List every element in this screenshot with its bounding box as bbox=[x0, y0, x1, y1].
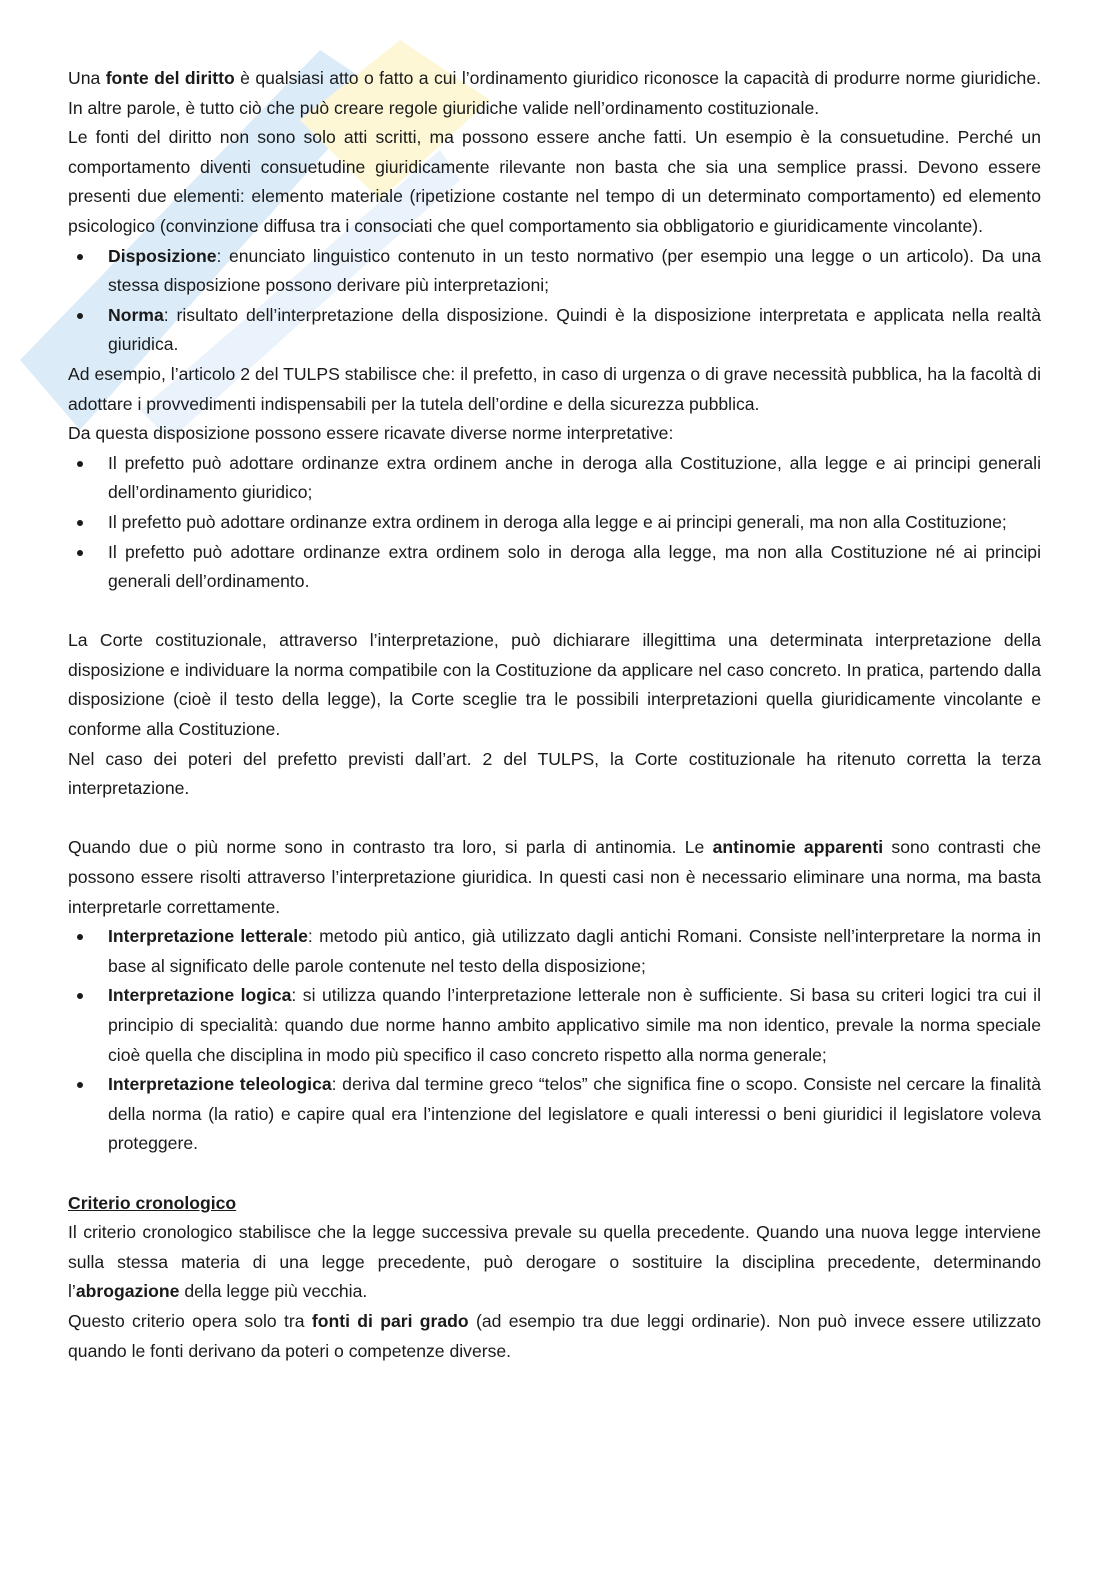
text-run: (ad esempio tra due leggi ordinarie). Non può invece essere utilizzato quando le fonti derivano da poteri o competenze diverse. bbox=[68, 1310, 1041, 1361]
text-run: : risultato dell’interpretazione della disposizione. Quindi è la disposizione interpretata e applicata nella realtà giuridica. bbox=[108, 304, 1041, 355]
list-item bbox=[108, 538, 1041, 597]
text-run: Il prefetto può adottare ordinanze extra ordinem solo in deroga alla legge, ma non alla Costituzione né ai principi generali dell’ordinamento. bbox=[108, 541, 1041, 592]
text-run: Una bbox=[68, 68, 106, 88]
bold-term: fonte del diritto bbox=[105, 68, 235, 88]
text-run: : deriva dal termine greco “telos” che significa fine o scopo. Consiste nel cercare la finalità della norma (la ratio) e capire qual era l’intenzione del legislatore e quali interessi o beni giuridici il legislatore voleva proteggere. bbox=[108, 1074, 1042, 1154]
text-run: : enunciato linguistico contenuto in un testo normativo (per esempio una legge o un articolo). Da una stessa disposizione possono derivare più interpretazioni; bbox=[108, 245, 1041, 296]
list-item bbox=[108, 981, 1041, 1070]
text-run: Il prefetto può adottare ordinanze extra ordinem anche in deroga alla Costituzione, alla legge e ai principi generali dell’ordinamento giuridico; bbox=[108, 452, 1041, 503]
text-run: Questo criterio opera solo tra bbox=[68, 1310, 312, 1331]
bold-term: abrogazione bbox=[75, 1281, 180, 1302]
section-heading: Criterio cronologico bbox=[68, 1192, 237, 1213]
text-run: della legge più vecchia. bbox=[179, 1281, 368, 1302]
paragraph bbox=[68, 360, 1041, 419]
bullet-list bbox=[68, 922, 1041, 1159]
list-item bbox=[108, 449, 1041, 508]
list-item bbox=[108, 508, 1041, 538]
text-run: sono contrasti che possono essere risolti attraverso l’interpretazione giuridica. In questi casi non è necessario eliminare una norma, ma basta interpretarle correttamente. bbox=[68, 837, 1041, 917]
paragraph bbox=[68, 833, 1041, 922]
bullet-list bbox=[68, 449, 1041, 597]
list-item bbox=[108, 922, 1041, 981]
spacer bbox=[68, 597, 1041, 627]
list-item bbox=[108, 301, 1041, 360]
paragraph bbox=[68, 626, 1041, 744]
text-run: Da questa disposizione possono essere ricavate diverse norme interpretative: bbox=[68, 423, 674, 444]
paragraph bbox=[68, 745, 1041, 804]
paragraph bbox=[68, 419, 1041, 449]
bullet-list bbox=[68, 242, 1041, 360]
text-run: Quando due o più norme sono in contrasto tra loro, si parla di antinomia. Le bbox=[68, 837, 713, 858]
list-item bbox=[108, 1070, 1041, 1159]
text-run: è qualsiasi atto o fatto a cui l’ordinamento giuridico riconosce la capacità di produrre norme giuridiche. In altre parole, è tutto ciò che può creare regole giuridiche valide nell’ordinamento costituzionale. bbox=[68, 68, 1041, 118]
text-run: : metodo più antico, già utilizzato dagli antichi Romani. Consiste nell’interpretare la norma in base al significato delle parole contenute nel testo della disposizione; bbox=[108, 926, 1042, 976]
text-run: La Corte costituzionale, attraverso l’interpretazione, può dichiarare illegittima una determinata interpretazione della disposizione e individuare la norma compatibile con la Costituzione da applicare nel caso concreto. In pratica, partendo dalla disposizione (cioè il testo della legge), la Corte sceglie tra le possibili interpretazioni quella giuridicamente vincolante e conforme alla Costituzione. bbox=[68, 630, 1041, 740]
paragraph bbox=[68, 123, 1041, 241]
bold-term: fonti di pari grado bbox=[311, 1310, 469, 1331]
text-run: Il criterio cronologico stabilisce che la legge successiva prevale su quella precedente. Quando una nuova legge interviene sulla stessa materia di una legge precedente, può derogare o sostituire la disciplina precedente, determinando l’ bbox=[68, 1222, 1041, 1302]
bold-term: antinomie apparenti bbox=[712, 837, 884, 858]
paragraph bbox=[68, 1307, 1041, 1366]
paragraph bbox=[68, 1218, 1041, 1307]
document-page bbox=[68, 64, 1041, 1366]
bold-term: Norma bbox=[108, 304, 164, 325]
paragraph bbox=[68, 64, 1041, 123]
bold-term: Disposizione bbox=[108, 245, 217, 266]
text-run: : si utilizza quando l’interpretazione letterale non è sufficiente. Si basa su criteri logici tra cui il principio di specialità: quando due norme hanno ambito applicativo simile ma non identico, prevale la norma speciale cioè quella che disciplina in modo più specifico il caso concreto rispetto alla norma generale; bbox=[108, 985, 1041, 1065]
bold-term: Interpretazione teleologica bbox=[108, 1074, 332, 1095]
spacer bbox=[68, 804, 1041, 834]
text-run: Le fonti del diritto non sono solo atti scritti, ma possono essere anche fatti. Un esempio è la consuetudine. Perché un comportamento diventi consuetudine giuridicamente rilevante non basta che sia una semplice prassi. Devono essere presenti due elementi: elemento materiale (ripetizione costante nel tempo di un determinato comportamento) ed elemento psicologico (convinzione diffusa tra i consociati che quel comportamento sia obbligatorio e giuridicamente vincolante). bbox=[68, 127, 1041, 236]
spacer bbox=[68, 1159, 1041, 1189]
list-item bbox=[108, 242, 1041, 301]
bold-term: Interpretazione letterale bbox=[108, 926, 308, 947]
bold-term: Interpretazione logica bbox=[108, 985, 292, 1006]
text-run: Ad esempio, l’articolo 2 del TULPS stabilisce che: il prefetto, in caso di urgenza o di grave necessità pubblica, ha la facoltà di adottare i provvedimenti indispensabili per la tutela dell’ordine e della sicurezza pubblica. bbox=[68, 363, 1041, 414]
text-run: Il prefetto può adottare ordinanze extra ordinem in deroga alla legge e ai principi generali, ma non alla Costituzione; bbox=[108, 511, 1007, 532]
text-run: Nel caso dei poteri del prefetto previsti dall’art. 2 del TULPS, la Corte costituzionale ha ritenuto corretta la terza interpretazione. bbox=[68, 748, 1041, 799]
